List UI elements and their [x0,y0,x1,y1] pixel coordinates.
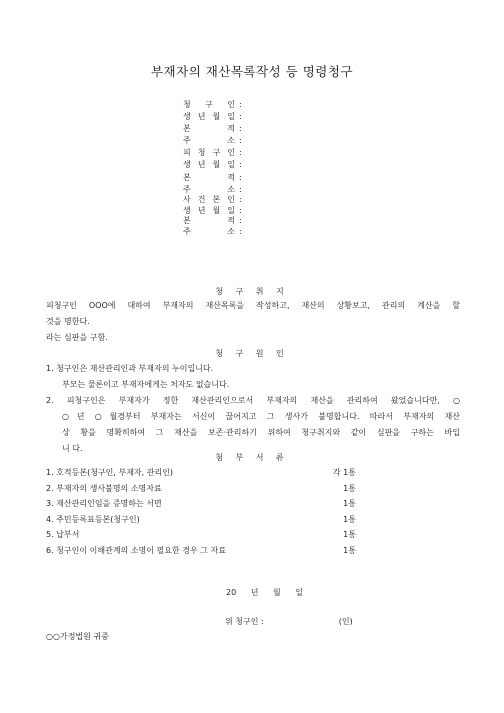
party-row [183,160,242,171]
attachment-text: 4. 주민등록표등본(청구인) [46,514,140,524]
party-row [183,112,242,123]
party-label: 주 소 [183,184,235,194]
attachments-heading: 첨 부 서 류 [215,453,289,462]
party-label: 본 적 [183,124,235,134]
party-colon: : [239,160,242,170]
party-label: 생 년 월 일 [183,160,235,170]
party-colon: : [239,124,242,134]
party-row [183,216,242,227]
party-colon: : [239,205,242,215]
attachment-text: 2. 부재자의 생사불명의 소명자료 [46,483,162,493]
purpose-line: 라는 심판을 구함. [46,333,108,342]
party-colon: : [239,184,242,194]
document-title: 부재자의 재산목록작성 등 명령청구 [150,64,354,79]
attachments-list [46,465,356,559]
party-colon: : [239,112,242,122]
party-label: 생 년 월 일 [183,112,235,122]
party-row [183,185,242,196]
purpose-heading: 청 구 취 지 [215,287,289,296]
party-colon: : [239,227,242,237]
attachment-text: 5. 납부서 [46,530,80,540]
purpose-line: 것을 명한다. [46,317,90,326]
party-label: 본 적 [183,216,235,226]
cause-line: 2. 피청구인은 부재자가 정한 재산관리인으로서 부재자의 재산을 관리하여 왔었습니다만, ○ [46,396,460,405]
party-row [183,206,242,217]
party-row [183,173,242,184]
party-row [183,148,242,159]
party-label: 본 적 [183,172,235,182]
party-colon: : [239,195,242,205]
cause-line: 1. 청구인은 재산관리인과 부재자의 누이입니다. [46,364,214,373]
court-addressee: ○○가정법원 귀중 [46,632,109,641]
cause-line: ○년 ○월경부터 부재자는 서신이 끊어지고 그 생사가 불명합니다. 따라서 부재자의 재산 [62,412,460,421]
list-item [46,543,356,559]
attachment-text: 6. 청구인이 이해관계의 소명이 필요한 경우 그 자료 [46,545,226,555]
signature-label: 위 청구인 : [225,617,264,626]
attachment-qty: 각 1통 [332,468,356,477]
party-row [183,124,242,135]
party-label: 청 구 인 [183,100,235,109]
party-label: 사 건 본 인 [183,195,235,205]
attachment-text: 1. 호적등본(청구인, 부재자, 관리인) [46,468,174,477]
cause-line: 부모는 물론이고 부재자에게는 처자도 없습니다. [62,380,230,389]
attachment-qty: 1통 [343,499,356,509]
cause-line: 니 다. [62,444,83,453]
list-item [46,512,356,528]
purpose-body [46,298,460,346]
cause-body [46,361,460,457]
list-item [46,496,356,512]
party-label: 주 소 [183,136,235,146]
cause-heading: 청 구 원 인 [215,349,289,358]
party-row [183,100,242,111]
party-label: 생 년 월 일 [183,205,235,215]
attachment-qty: 1통 [343,530,356,540]
party-row [183,136,242,147]
party-colon: : [239,148,242,158]
date-line: 20 년 월 일 [226,588,303,597]
party-info-block [183,100,242,238]
party-colon: : [239,136,242,146]
attachment-qty: 1통 [343,514,356,524]
party-label: 주 소 [183,227,235,237]
list-item [46,465,356,481]
party-row [183,227,242,238]
cause-line: 상 황을 명확히하여 그 재산을 보존·관리하기 위하여 청구취지와 같이 심판을 구하는 바입 [62,428,460,437]
attachment-qty: 1통 [343,545,356,555]
party-colon: : [239,216,242,226]
party-colon: : [239,172,242,182]
attachment-qty: 1통 [343,483,356,493]
party-label: 피 청 구 인 [183,148,235,158]
purpose-line: 피청구인 OOO에 대하여 부재자의 재산목록을 작성하고, 재산의 상황보고, 관리의 계산을 할 [46,301,460,310]
seal-mark: (인) [338,617,353,626]
signature-line [225,616,353,627]
party-colon: : [239,100,242,109]
list-item [46,481,356,497]
party-row [183,195,242,206]
attachment-text: 3. 재산관리인임을 증명하는 서면 [46,499,162,509]
list-item [46,527,356,543]
